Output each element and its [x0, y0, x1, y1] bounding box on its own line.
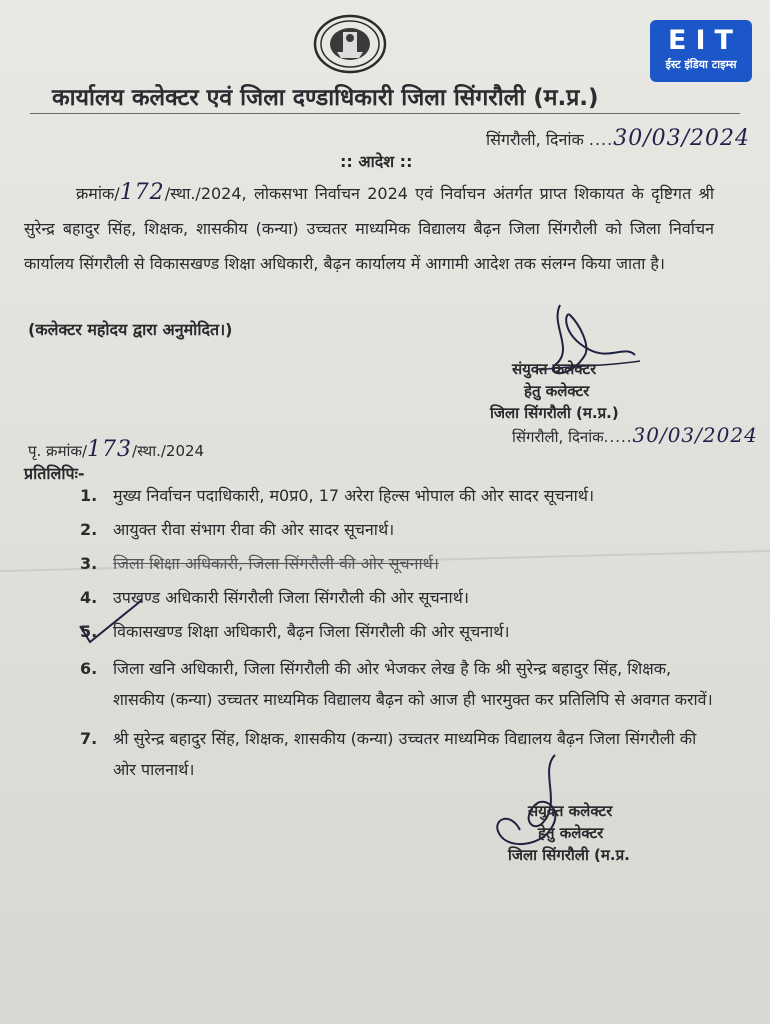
handwritten-endorsement-number: 173	[87, 437, 133, 462]
sig1-handwritten-date: 30/03/2024	[632, 423, 758, 447]
handwritten-tick-icon	[76, 596, 146, 648]
sig1-designation: संयुक्त कलेक्टर	[512, 360, 597, 378]
signature-2-block	[508, 800, 630, 866]
place-date-label: सिंगरौली, दिनांक	[486, 130, 584, 149]
eit-logo	[650, 20, 752, 82]
logo-subtitle: ईस्ट इंडिया टाइम्स	[665, 58, 737, 71]
handwritten-date: 30/03/2024	[613, 126, 751, 151]
list-item: 6. जिला खनि अधिकारी, जिला सिंगरौली की ओर भेजकर लेख है कि श्री सुरेन्द्र बहादुर सिंह, शिक्षक, शासकीय (कन्या) उच्चतर माध्यमिक विद्यालय बैढ़न को आज ही भारमुक्त कर प्रतिलिपि से अवगत करावें।	[80, 659, 713, 709]
endorsement-suffix: /स्था./2024	[132, 442, 205, 460]
sig2-district: जिला सिंगरौली (म.प्र.	[508, 846, 630, 864]
order-date-line: सिंगरौली, दिनांक ....30/03/2024	[486, 126, 751, 151]
handwritten-order-number: 172	[119, 180, 165, 205]
list-item: 3. जिला शिक्षा अधिकारी, जिला सिंगरौली की ओर सूचनार्थ।	[80, 554, 439, 573]
office-title: कार्यालय कलेक्टर एवं जिला दण्डाधिकारी जिला सिंगरौली (म.प्र.)	[52, 85, 599, 111]
list-item: 7. श्री सुरेन्द्र बहादुर सिंह, शिक्षक, शासकीय (कन्या) उच्चतर माध्यमिक विद्यालय बैढ़न जिला सिंगरौली की ओर पालनार्थ।	[80, 729, 697, 779]
sig2-designation: संयुक्त कलेक्टर	[528, 802, 613, 820]
order-heading: :: आदेश ::	[340, 152, 413, 171]
list-item: 5. विकासखण्ड शिक्षा अधिकारी, बैढ़न जिला सिंगरौली की ओर सूचनार्थ।	[80, 622, 510, 641]
sig2-on-behalf: हेतु कलेक्टर	[538, 824, 604, 842]
list-item: 1. मुख्य निर्वाचन पदाधिकारी, म0प्र0, 17 अरेरा हिल्स भोपाल की ओर सादर सूचनार्थ।	[80, 486, 595, 505]
sig1-on-behalf: हेतु कलेक्टर	[524, 382, 590, 400]
sig1-date-line: सिंगरौली, दिनांक.....30/03/2024	[512, 423, 758, 447]
list-item: 4. उपखण्ड अधिकारी सिंगरौली जिला सिंगरौली की ओर सूचनार्थ।	[80, 588, 469, 607]
copy-to-label: प्रतिलिपिः-	[24, 464, 85, 483]
sig1-place-date-label: सिंगरौली, दिनांक	[512, 428, 604, 446]
order-body	[24, 175, 714, 281]
order-number-prefix: क्रमांक/	[76, 184, 120, 203]
endorsement-number-line	[28, 437, 204, 462]
logo-acronym: EIT	[668, 25, 742, 56]
header-divider	[30, 113, 740, 114]
list-item: 2. आयुक्त रीवा संभाग रीवा की ओर सादर सूचनार्थ।	[80, 520, 395, 539]
government-seal-icon	[313, 14, 387, 74]
order-text: /स्था./2024, लोकसभा निर्वाचन 2024 एवं निर्वाचन अंतर्गत प्राप्त शिकायत के दृष्टिगत श्री सुरेन्द्र बहादुर सिंह, शिक्षक, शासकीय (कन्या) उच्चतर माध्यमिक विद्यालय बैढ़न जिला सिंगरौली को जिला निर्वाचन कार्यालय सिंगरौली से विकासखण्ड शिक्षा अधिकारी, बैढ़न कार्यालय में आगामी आदेश तक संलग्न किया जाता है।	[24, 184, 714, 273]
signature-1-block	[490, 358, 758, 448]
endorsement-prefix: पृ. क्रमांक/	[28, 442, 88, 460]
sig1-district: जिला सिंगरौली (म.प्र.)	[490, 404, 619, 422]
approval-note: (कलेक्टर महोदय द्वारा अनुमोदित।)	[28, 320, 233, 339]
copy-distribution-list	[80, 475, 720, 785]
